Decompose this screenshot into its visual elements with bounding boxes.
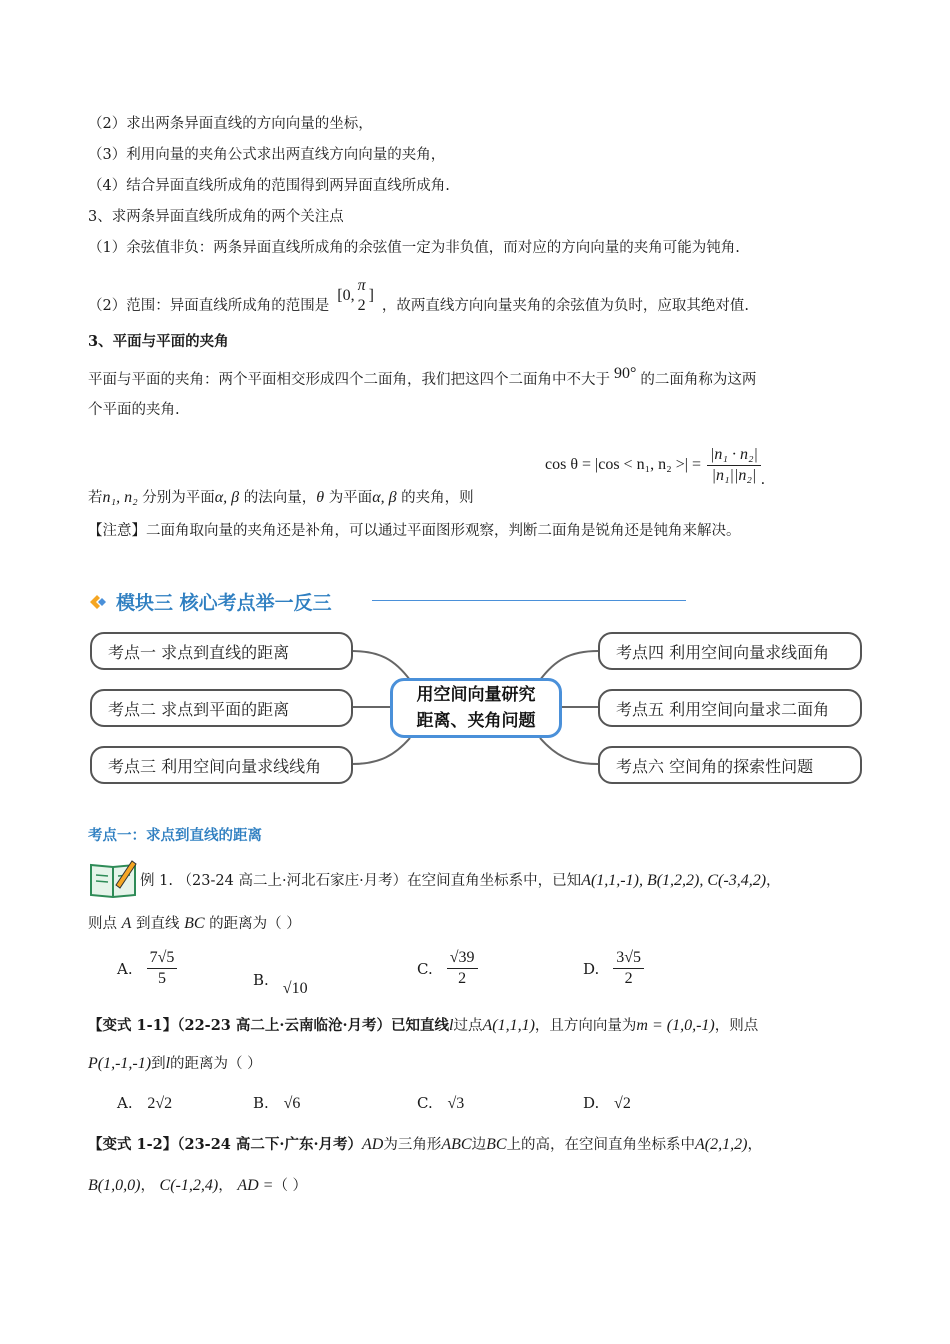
variant-1-2-line1	[88, 1135, 762, 1155]
connector-left-1	[352, 651, 410, 680]
v11-pre: 【变式 1-1】（22-23 高二上·云南临沧·月考）已知直线	[88, 1017, 450, 1034]
note-2-pre: （2）范围：异面直线所成角的范围是	[88, 298, 330, 314]
option-label: A.	[117, 959, 133, 978]
if-planes: α, β	[214, 489, 240, 506]
option-label: A.	[117, 1094, 133, 1112]
if-mid4: 的夹角，则	[401, 490, 474, 506]
ex1-line-BC: BC	[184, 915, 205, 932]
v11-line2-mid: 到	[151, 1056, 166, 1072]
option-den: 5	[158, 970, 166, 987]
option-value: 2√2	[147, 1095, 173, 1112]
variant-1-1-line1	[88, 1016, 758, 1036]
v11-line-l: l	[449, 1017, 454, 1034]
plane-heading: 3、平面与平面的夹角	[88, 333, 229, 350]
v12-mid: 为三角形	[383, 1137, 442, 1153]
mindmap-node-right-1: 考点四 利用空间向量求线面角	[598, 632, 862, 670]
v12-point-A: A(2,1,2)	[695, 1136, 748, 1153]
option-label: D.	[583, 1094, 600, 1112]
connector-left-3	[352, 738, 410, 764]
v11-mid: 过点	[453, 1018, 483, 1034]
mindmap-node-right-3: 考点六 空间角的探索性问题	[598, 746, 862, 784]
plane-def-degree: 90°	[614, 365, 637, 382]
center-line-1: 用空间向量研究	[416, 685, 536, 705]
v11-point-P: P(1,-1,-1)	[88, 1055, 152, 1072]
option-label: B.	[253, 971, 269, 989]
option-num: 3√5	[613, 948, 644, 969]
plane-note: 【注意】二面角取向量的夹角还是补角，可以通过平面图形观察，判断二面角是锐角还是钝角来解决。	[88, 523, 741, 539]
v11-line-l2: l	[165, 1055, 171, 1072]
ex1-line2-mid: 到直线	[136, 916, 180, 932]
v12-point-C: C(-1,2,4)	[159, 1177, 219, 1194]
v12-question: AD =	[237, 1177, 274, 1194]
option-num: √39	[447, 948, 478, 969]
plane-def-post: 的二面角称为这两	[640, 372, 757, 388]
if-vectors: n₁, n₂	[102, 489, 138, 506]
option-value: √6	[283, 1095, 301, 1112]
ex1-point-A: A	[121, 915, 132, 932]
kaodian1-title: 考点一：求点到直线的距离	[88, 827, 262, 844]
range-left: [0,	[337, 287, 355, 304]
v12-mid2: 边	[471, 1137, 487, 1153]
v12-BC: BC	[486, 1136, 507, 1153]
notes-title: 3、求两条异面直线所成角的两个关注点	[88, 209, 344, 225]
book-icon	[88, 857, 138, 899]
ex1-end: ，	[766, 873, 781, 889]
option-den: 2	[458, 970, 467, 987]
plane-def-pre: 平面与平面的夹角：两个平面相交形成四个二面角，我们把这四个二面角中不大于	[88, 372, 610, 388]
v12-sep: ，	[140, 1178, 155, 1194]
v11-vector-m: m = (1,0,-1)	[636, 1017, 715, 1034]
example-1-line1	[140, 871, 781, 891]
option-value: √2	[614, 1095, 631, 1112]
v11-end: ，则点	[714, 1018, 759, 1034]
step-3: （3）利用向量的夹角公式求出两直线方向向量的夹角，	[88, 147, 446, 163]
option-num: 7√5	[147, 948, 178, 969]
v11-line2-post: 的距离为（ ）	[170, 1056, 262, 1072]
v11-mid2: ，且方向向量为	[534, 1018, 637, 1034]
mindmap-center-node	[390, 678, 562, 738]
ex1-option-a[interactable]	[117, 948, 177, 989]
v12-ABC: ABC	[441, 1136, 472, 1153]
option-label: C.	[417, 959, 433, 978]
plane-def-line2: 个平面的夹角.	[88, 402, 180, 418]
connector-right-1	[540, 651, 598, 680]
center-line-2: 距离、夹角问题	[416, 711, 536, 731]
option-label: C.	[417, 1094, 433, 1112]
v11-option-d[interactable]	[583, 1094, 631, 1113]
note-2-post: ，故两直线方向向量夹角的余弦值为负时，应取其绝对值.	[381, 298, 750, 314]
option-den: 2	[624, 970, 633, 987]
mindmap-node-left-1: 考点一 求点到直线的距离	[90, 632, 353, 670]
v12-point-B: B(1,0,0)	[88, 1177, 141, 1194]
if-mid3: 为平面	[328, 490, 373, 506]
option-fraction	[613, 948, 644, 989]
formula-den: |n₁||n₂|	[711, 466, 757, 484]
range-num: π	[357, 277, 366, 294]
v12-end: ，	[747, 1137, 762, 1153]
note-1: （1）余弦值非负：两条异面直线所成角的余弦值一定为非负值，而对应的方向向量的夹角可能为钝角.	[88, 240, 740, 256]
mindmap-node-right-2: 考点五 利用空间向量求二面角	[598, 689, 862, 727]
formula-end: .	[760, 471, 765, 488]
ex1-option-b[interactable]	[253, 962, 308, 998]
step-2: （2）求出两条异面直线的方向向量的坐标，	[88, 116, 373, 132]
if-planes2: α, β	[372, 489, 397, 506]
formula-left: cos θ = |cos < n₁, n₂ >| =	[545, 456, 701, 473]
ex1-points: A(1,1,-1), B(1,2,2), C(-3,4,2)	[581, 872, 767, 889]
if-mid1: 分别为平面	[142, 490, 215, 506]
option-label: D.	[583, 959, 600, 978]
ex1-option-d[interactable]	[583, 948, 644, 989]
v12-AD: AD	[362, 1136, 384, 1153]
option-value: √3	[447, 1095, 465, 1112]
v12-sep2: ，	[218, 1178, 233, 1194]
v12-paren: （ ）	[273, 1178, 308, 1194]
ex1-option-c[interactable]	[417, 948, 478, 989]
option-fraction	[447, 948, 478, 989]
module-title: 模块三 核心考点举一反三	[116, 592, 332, 614]
if-mid2: 的法向量，	[243, 490, 317, 506]
ex1-line2-post: 的距离为（ ）	[209, 916, 301, 932]
v11-point-A: A(1,1,1)	[482, 1017, 535, 1034]
ex1-pre: 例 1. （23-24 高二上·河北石家庄·月考）在空间直角坐标系中，已知	[140, 873, 582, 889]
if-theta: θ	[316, 489, 325, 506]
step-4: （4）结合异面直线所成角的范围得到两异面直线所成角.	[88, 178, 450, 194]
mindmap-node-left-3: 考点三 利用空间向量求线线角	[90, 746, 353, 784]
option-value: √10	[282, 980, 308, 997]
v11-option-b[interactable]	[253, 1094, 300, 1113]
option-label: B.	[253, 1094, 269, 1112]
connector-right-3	[540, 738, 598, 764]
range-right: ]	[368, 287, 374, 304]
variant-1-2-line2	[88, 1176, 307, 1196]
formula-num: |n₁ · n₂|	[707, 445, 761, 466]
range-den: 2	[357, 297, 366, 314]
mindmap-node-left-2: 考点二 求点到平面的距离	[90, 689, 353, 727]
v11-option-a[interactable]	[117, 1094, 172, 1113]
v12-mid3: 上的高，在空间直角坐标系中	[506, 1137, 696, 1153]
variant-1-1-line2	[88, 1054, 262, 1074]
ex1-line2-pre: 则点	[88, 916, 117, 932]
example-1-line2	[88, 914, 301, 934]
option-fraction	[147, 948, 178, 989]
v12-pre: 【变式 1-2】（23-24 高二下·广东·月考）	[88, 1136, 363, 1153]
v11-option-c[interactable]	[417, 1094, 464, 1113]
if-pre: 若	[88, 490, 103, 506]
